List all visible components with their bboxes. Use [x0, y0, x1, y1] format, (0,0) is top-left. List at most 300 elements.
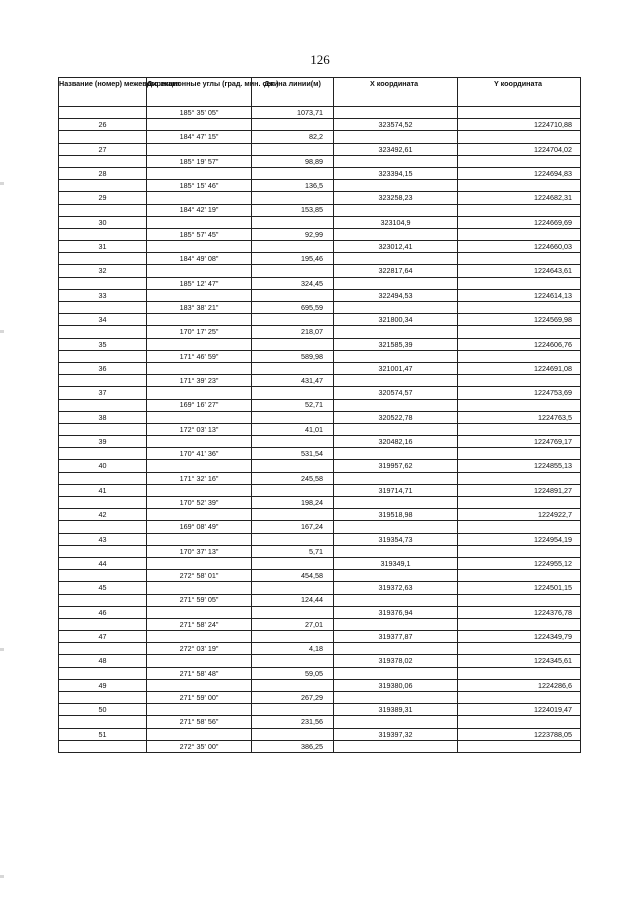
empty-cell	[147, 167, 252, 179]
scan-edge-mark	[0, 330, 4, 333]
x-coordinate: 319377,87	[334, 631, 458, 643]
line-length: 27,01	[252, 618, 334, 630]
segment-row	[59, 740, 581, 752]
segment-row	[59, 570, 581, 582]
x-coordinate: 319376,94	[334, 606, 458, 618]
line-length: 386,25	[252, 740, 334, 752]
point-row	[59, 362, 581, 374]
direction-angle: 271° 58' 24"	[147, 618, 252, 630]
empty-cell	[334, 131, 458, 143]
empty-cell	[147, 216, 252, 228]
x-coordinate: 319349,1	[334, 557, 458, 569]
segment-row	[59, 643, 581, 655]
marker-name: 49	[59, 679, 147, 691]
empty-cell	[458, 399, 581, 411]
empty-cell	[59, 302, 147, 314]
line-length: 245,58	[252, 472, 334, 484]
direction-angle: 271° 58' 48"	[147, 667, 252, 679]
point-row	[59, 411, 581, 423]
empty-cell	[458, 716, 581, 728]
x-coordinate: 320522,78	[334, 411, 458, 423]
point-row	[59, 387, 581, 399]
y-coordinate: 1224286,6	[458, 679, 581, 691]
segment-row	[59, 448, 581, 460]
empty-cell	[147, 582, 252, 594]
empty-cell	[334, 375, 458, 387]
direction-angle: 169° 08' 49"	[147, 521, 252, 533]
line-length: 589,98	[252, 350, 334, 362]
line-length: 124,44	[252, 594, 334, 606]
line-length: 5,71	[252, 545, 334, 557]
empty-cell	[334, 570, 458, 582]
empty-cell	[59, 740, 147, 752]
direction-angle: 170° 37' 13"	[147, 545, 252, 557]
y-coordinate: 1224955,12	[458, 557, 581, 569]
point-row	[59, 533, 581, 545]
direction-angle: 271° 59' 05"	[147, 594, 252, 606]
empty-cell	[458, 423, 581, 435]
empty-cell	[59, 399, 147, 411]
point-row	[59, 655, 581, 667]
direction-angle: 170° 52' 39"	[147, 497, 252, 509]
empty-cell	[147, 387, 252, 399]
x-coordinate: 319378,02	[334, 655, 458, 667]
empty-cell	[147, 362, 252, 374]
direction-angle: 185° 19' 57"	[147, 155, 252, 167]
y-coordinate: 1224763,5	[458, 411, 581, 423]
marker-name: 30	[59, 216, 147, 228]
point-row	[59, 265, 581, 277]
segment-row	[59, 375, 581, 387]
empty-cell	[458, 302, 581, 314]
y-coordinate: 1224019,47	[458, 704, 581, 716]
marker-name: 41	[59, 484, 147, 496]
x-coordinate: 319957,62	[334, 460, 458, 472]
empty-cell	[458, 618, 581, 630]
empty-cell	[252, 509, 334, 521]
segment-row	[59, 180, 581, 192]
point-row	[59, 338, 581, 350]
empty-cell	[59, 277, 147, 289]
table-header-row	[59, 78, 581, 107]
empty-cell	[334, 618, 458, 630]
empty-cell	[334, 253, 458, 265]
point-row	[59, 484, 581, 496]
direction-angle: 169° 16' 27"	[147, 399, 252, 411]
marker-name: 28	[59, 167, 147, 179]
point-row	[59, 167, 581, 179]
line-length: 4,18	[252, 643, 334, 655]
line-length: 136,5	[252, 180, 334, 192]
empty-cell	[59, 716, 147, 728]
direction-angle: 184° 47' 15"	[147, 131, 252, 143]
y-coordinate: 1224614,13	[458, 289, 581, 301]
line-length: 1073,71	[252, 107, 334, 119]
point-row	[59, 119, 581, 131]
empty-cell	[147, 460, 252, 472]
x-coordinate: 322494,53	[334, 289, 458, 301]
segment-row	[59, 423, 581, 435]
x-coordinate: 323394,15	[334, 167, 458, 179]
empty-cell	[147, 265, 252, 277]
empty-cell	[147, 509, 252, 521]
empty-cell	[334, 545, 458, 557]
x-coordinate: 321585,39	[334, 338, 458, 350]
segment-row	[59, 545, 581, 557]
point-row	[59, 582, 581, 594]
empty-cell	[252, 216, 334, 228]
marker-name: 46	[59, 606, 147, 618]
empty-cell	[252, 631, 334, 643]
marker-name: 37	[59, 387, 147, 399]
y-coordinate: 1224710,88	[458, 119, 581, 131]
y-coordinate: 1224682,31	[458, 192, 581, 204]
empty-cell	[334, 302, 458, 314]
y-coordinate: 1224345,61	[458, 655, 581, 667]
header-marker-name: Название (номер) межевого знака	[59, 78, 147, 107]
scan-edge-mark	[0, 182, 4, 185]
header-direction-angle: Дирекционные углы (град. мин. сек.)	[147, 78, 252, 107]
empty-cell	[59, 497, 147, 509]
empty-cell	[334, 350, 458, 362]
empty-cell	[59, 375, 147, 387]
empty-cell	[334, 521, 458, 533]
direction-angle: 171° 46' 59"	[147, 350, 252, 362]
y-coordinate: 1224855,13	[458, 460, 581, 472]
empty-cell	[334, 204, 458, 216]
empty-cell	[59, 204, 147, 216]
x-coordinate: 323492,61	[334, 143, 458, 155]
segment-row	[59, 521, 581, 533]
marker-name: 40	[59, 460, 147, 472]
segment-row	[59, 107, 581, 119]
empty-cell	[59, 180, 147, 192]
empty-cell	[252, 192, 334, 204]
empty-cell	[147, 411, 252, 423]
marker-name: 27	[59, 143, 147, 155]
segment-row	[59, 594, 581, 606]
point-row	[59, 216, 581, 228]
empty-cell	[334, 667, 458, 679]
segment-row	[59, 716, 581, 728]
marker-name: 45	[59, 582, 147, 594]
empty-cell	[334, 692, 458, 704]
direction-angle: 271° 58' 56"	[147, 716, 252, 728]
empty-cell	[59, 521, 147, 533]
empty-cell	[334, 448, 458, 460]
boundary-coordinates-table	[58, 77, 581, 753]
direction-angle: 171° 32' 16"	[147, 472, 252, 484]
x-coordinate: 323104,9	[334, 216, 458, 228]
empty-cell	[252, 436, 334, 448]
marker-name: 26	[59, 119, 147, 131]
y-coordinate: 1224769,17	[458, 436, 581, 448]
segment-row	[59, 350, 581, 362]
line-length: 198,24	[252, 497, 334, 509]
marker-name: 38	[59, 411, 147, 423]
x-coordinate: 319380,06	[334, 679, 458, 691]
empty-cell	[59, 326, 147, 338]
direction-angle: 185° 12' 47"	[147, 277, 252, 289]
empty-cell	[458, 448, 581, 460]
table-body	[59, 107, 581, 753]
empty-cell	[252, 655, 334, 667]
direction-angle: 272° 35' 00"	[147, 740, 252, 752]
empty-cell	[252, 167, 334, 179]
empty-cell	[458, 594, 581, 606]
line-length: 167,24	[252, 521, 334, 533]
line-length: 218,07	[252, 326, 334, 338]
empty-cell	[458, 350, 581, 362]
empty-cell	[252, 484, 334, 496]
direction-angle: 172° 03' 13"	[147, 423, 252, 435]
point-row	[59, 192, 581, 204]
empty-cell	[59, 667, 147, 679]
point-row	[59, 314, 581, 326]
point-row	[59, 436, 581, 448]
point-row	[59, 460, 581, 472]
segment-row	[59, 253, 581, 265]
empty-cell	[59, 692, 147, 704]
y-coordinate: 1224954,19	[458, 533, 581, 545]
x-coordinate: 320482,16	[334, 436, 458, 448]
x-coordinate: 319518,98	[334, 509, 458, 521]
line-length: 195,46	[252, 253, 334, 265]
direction-angle: 184° 42' 19"	[147, 204, 252, 216]
y-coordinate: 1224349,79	[458, 631, 581, 643]
marker-name: 43	[59, 533, 147, 545]
empty-cell	[252, 606, 334, 618]
empty-cell	[147, 606, 252, 618]
y-coordinate: 1224606,76	[458, 338, 581, 350]
marker-name: 39	[59, 436, 147, 448]
empty-cell	[334, 180, 458, 192]
empty-cell	[458, 204, 581, 216]
header-y-coordinate: Y координата	[458, 78, 581, 107]
segment-row	[59, 399, 581, 411]
segment-row	[59, 667, 581, 679]
empty-cell	[458, 180, 581, 192]
line-length: 231,56	[252, 716, 334, 728]
empty-cell	[458, 643, 581, 655]
marker-name: 29	[59, 192, 147, 204]
empty-cell	[252, 265, 334, 277]
marker-name: 51	[59, 728, 147, 740]
x-coordinate: 319714,71	[334, 484, 458, 496]
line-length: 92,99	[252, 228, 334, 240]
empty-cell	[252, 241, 334, 253]
x-coordinate: 321001,47	[334, 362, 458, 374]
y-coordinate: 1224891,27	[458, 484, 581, 496]
empty-cell	[147, 119, 252, 131]
empty-cell	[147, 314, 252, 326]
empty-cell	[334, 326, 458, 338]
y-coordinate: 1224376,78	[458, 606, 581, 618]
empty-cell	[458, 326, 581, 338]
empty-cell	[252, 679, 334, 691]
empty-cell	[458, 107, 581, 119]
empty-cell	[59, 107, 147, 119]
line-length: 41,01	[252, 423, 334, 435]
marker-name: 47	[59, 631, 147, 643]
empty-cell	[59, 545, 147, 557]
y-coordinate: 1224569,98	[458, 314, 581, 326]
x-coordinate: 323258,23	[334, 192, 458, 204]
segment-row	[59, 131, 581, 143]
x-coordinate: 323012,41	[334, 241, 458, 253]
x-coordinate: 319372,63	[334, 582, 458, 594]
empty-cell	[252, 362, 334, 374]
direction-angle: 170° 17' 25"	[147, 326, 252, 338]
empty-cell	[252, 119, 334, 131]
empty-cell	[147, 338, 252, 350]
x-coordinate: 320574,57	[334, 387, 458, 399]
segment-row	[59, 326, 581, 338]
x-coordinate: 321800,34	[334, 314, 458, 326]
point-row	[59, 557, 581, 569]
direction-angle: 185° 35' 05"	[147, 107, 252, 119]
marker-name: 35	[59, 338, 147, 350]
empty-cell	[147, 436, 252, 448]
empty-cell	[59, 155, 147, 167]
direction-angle: 185° 15' 46"	[147, 180, 252, 192]
empty-cell	[147, 557, 252, 569]
empty-cell	[334, 423, 458, 435]
point-row	[59, 606, 581, 618]
line-length: 82,2	[252, 131, 334, 143]
empty-cell	[252, 411, 334, 423]
empty-cell	[458, 131, 581, 143]
y-coordinate: 1224501,15	[458, 582, 581, 594]
x-coordinate: 322817,64	[334, 265, 458, 277]
empty-cell	[147, 728, 252, 740]
point-row	[59, 728, 581, 740]
line-length: 153,85	[252, 204, 334, 216]
direction-angle: 271° 59' 00"	[147, 692, 252, 704]
empty-cell	[458, 570, 581, 582]
empty-cell	[252, 289, 334, 301]
empty-cell	[334, 155, 458, 167]
point-row	[59, 704, 581, 716]
segment-row	[59, 155, 581, 167]
point-row	[59, 241, 581, 253]
line-length: 454,58	[252, 570, 334, 582]
empty-cell	[252, 387, 334, 399]
empty-cell	[334, 277, 458, 289]
marker-name: 32	[59, 265, 147, 277]
segment-row	[59, 618, 581, 630]
empty-cell	[147, 484, 252, 496]
empty-cell	[458, 667, 581, 679]
segment-row	[59, 302, 581, 314]
empty-cell	[147, 704, 252, 716]
empty-cell	[458, 155, 581, 167]
direction-angle: 183° 38' 21"	[147, 302, 252, 314]
point-row	[59, 509, 581, 521]
marker-name: 42	[59, 509, 147, 521]
header-x-coordinate: X координата	[334, 78, 458, 107]
empty-cell	[252, 704, 334, 716]
y-coordinate: 1224669,69	[458, 216, 581, 228]
segment-row	[59, 497, 581, 509]
direction-angle: 272° 03' 19"	[147, 643, 252, 655]
page-number: 126	[310, 52, 330, 67]
segment-row	[59, 228, 581, 240]
marker-name: 33	[59, 289, 147, 301]
empty-cell	[147, 631, 252, 643]
scan-edge-mark	[0, 875, 4, 878]
empty-cell	[59, 423, 147, 435]
empty-cell	[147, 241, 252, 253]
scan-edge-mark	[0, 648, 4, 651]
empty-cell	[334, 643, 458, 655]
y-coordinate: 1224660,03	[458, 241, 581, 253]
empty-cell	[147, 533, 252, 545]
line-length: 59,05	[252, 667, 334, 679]
point-row	[59, 679, 581, 691]
empty-cell	[59, 131, 147, 143]
empty-cell	[334, 740, 458, 752]
y-coordinate: 1223788,05	[458, 728, 581, 740]
y-coordinate: 1224643,61	[458, 265, 581, 277]
empty-cell	[458, 521, 581, 533]
empty-cell	[147, 143, 252, 155]
direction-angle: 184° 49' 08"	[147, 253, 252, 265]
empty-cell	[252, 314, 334, 326]
direction-angle: 171° 39' 23"	[147, 375, 252, 387]
empty-cell	[458, 497, 581, 509]
marker-name: 44	[59, 557, 147, 569]
empty-cell	[252, 460, 334, 472]
segment-row	[59, 472, 581, 484]
empty-cell	[458, 740, 581, 752]
empty-cell	[458, 277, 581, 289]
line-length: 695,59	[252, 302, 334, 314]
empty-cell	[334, 716, 458, 728]
y-coordinate: 1224922,7	[458, 509, 581, 521]
marker-name: 50	[59, 704, 147, 716]
marker-name: 34	[59, 314, 147, 326]
line-length: 267,29	[252, 692, 334, 704]
empty-cell	[147, 192, 252, 204]
segment-row	[59, 204, 581, 216]
empty-cell	[59, 594, 147, 606]
line-length: 431,47	[252, 375, 334, 387]
segment-row	[59, 277, 581, 289]
empty-cell	[59, 350, 147, 362]
line-length: 52,71	[252, 399, 334, 411]
point-row	[59, 631, 581, 643]
empty-cell	[59, 253, 147, 265]
x-coordinate: 319397,32	[334, 728, 458, 740]
empty-cell	[147, 679, 252, 691]
empty-cell	[59, 570, 147, 582]
empty-cell	[334, 107, 458, 119]
empty-cell	[334, 399, 458, 411]
empty-cell	[252, 582, 334, 594]
y-coordinate: 1224753,69	[458, 387, 581, 399]
marker-name: 31	[59, 241, 147, 253]
x-coordinate: 319389,31	[334, 704, 458, 716]
header-line-length: Длина линии(м)	[252, 78, 334, 107]
direction-angle: 170° 41' 36"	[147, 448, 252, 460]
direction-angle: 185° 57' 45"	[147, 228, 252, 240]
empty-cell	[458, 375, 581, 387]
line-length: 98,89	[252, 155, 334, 167]
empty-cell	[59, 448, 147, 460]
empty-cell	[458, 692, 581, 704]
empty-cell	[252, 338, 334, 350]
